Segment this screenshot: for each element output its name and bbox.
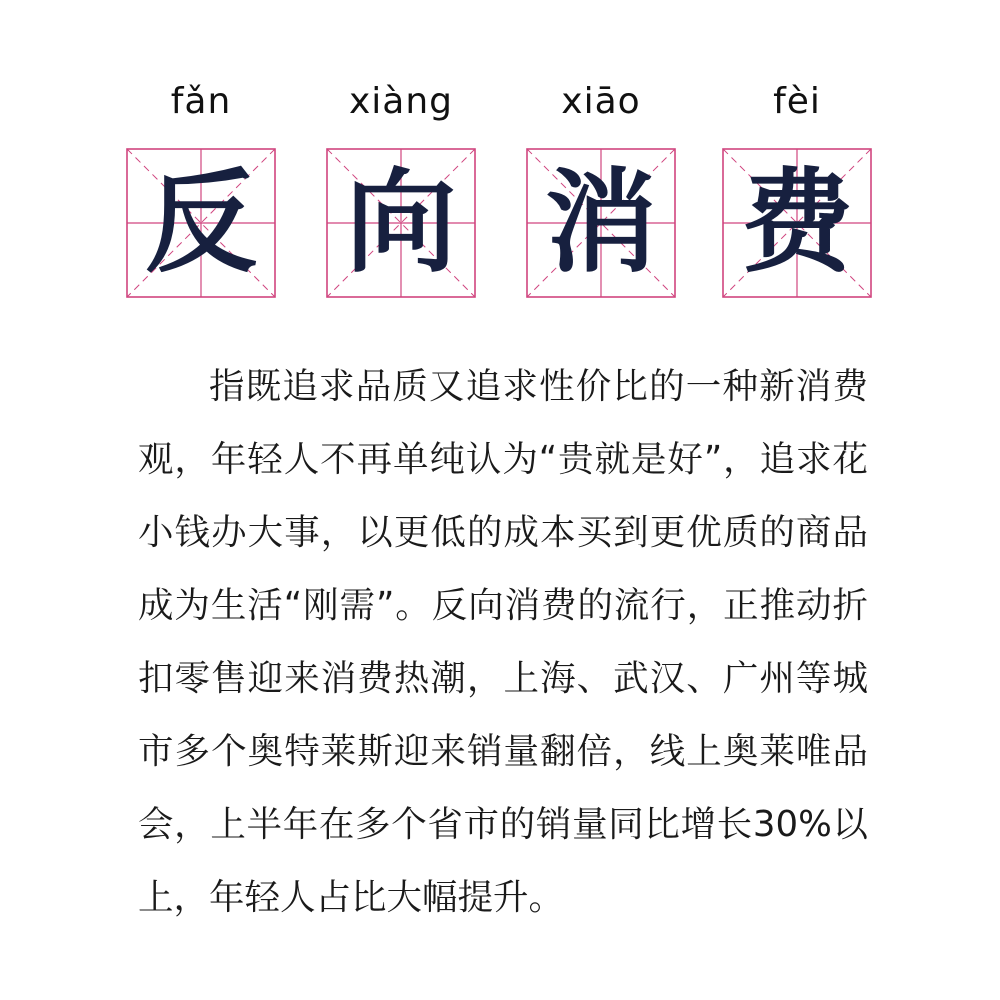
tianzige-cell-xiao (526, 148, 676, 298)
tianzige-cell-fei (722, 148, 872, 298)
pinyin-fan: fǎn (170, 81, 232, 122)
tianzige-cell-fan (126, 148, 276, 298)
title-character-xiang: 向 (345, 157, 457, 288)
pinyin-xiao: xiāo (561, 81, 641, 122)
title-block (0, 0, 1000, 320)
title-character-fei: 费 (741, 157, 853, 288)
pinyin-xiang: xiàng (348, 81, 454, 122)
title-character-fan: 反 (145, 157, 257, 288)
title-character-xiao: 消 (545, 157, 657, 288)
pinyin-fei: fèi (773, 81, 821, 122)
tianzige-cell-xiang (326, 148, 476, 298)
body-paragraph: 指既追求品质又追求性价比的一种新消费观，年轻人不再单纯认为“贵就是好”，追求花小钱办大事，以更低的成本买到更优质的商品成为生活“刚需”。反向消费的流行，正推动折扣零售迎来消费热潮，上海、武汉、广州等城市多个奥特莱斯迎来销量翻倍，线上奥莱唯品会，上半年在多个省市的销量同比增长30%以上，年轻人占比大幅提升。 (138, 366, 868, 918)
